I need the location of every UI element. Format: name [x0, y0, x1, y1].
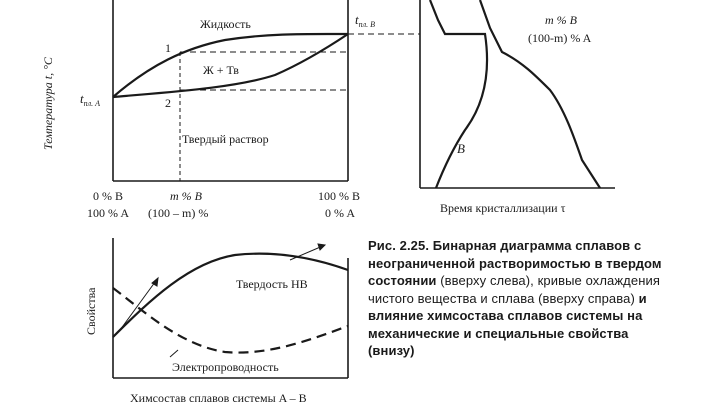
hardness-tangent-right-arrowhead [318, 244, 325, 250]
properties-x-axis-label: Химсостав сплавов системы A – B [130, 391, 307, 405]
tmelt-b-label [355, 12, 375, 29]
tick-mid-bottom: (100 – m) % [148, 206, 209, 220]
conductivity-label: Электропроводность [172, 360, 279, 374]
tick-right-top: 100 % B [318, 189, 360, 203]
tick-left-bottom: 100 % A [87, 206, 129, 220]
region-liquid-label: Жидкость [200, 17, 251, 31]
region-two-phase-label: Ж + Тв [203, 63, 239, 77]
tick-right-bottom: 0 % A [325, 206, 355, 220]
tmelt-b-symbol: t [355, 12, 359, 27]
cooling-curves-chart [420, 0, 615, 188]
properties-chart [113, 238, 348, 378]
cooling-legend-line2: (100-m) % A [528, 31, 592, 45]
tmelt-a-label [80, 91, 100, 108]
curve-b-label: B [457, 141, 465, 156]
figure-caption [368, 237, 668, 360]
tmelt-b-subscript: пл. B [358, 20, 375, 29]
conductivity-curve [113, 288, 348, 353]
cooling-legend-line1: m % B [545, 13, 577, 27]
tick-left-top: 0 % B [93, 189, 123, 203]
hardness-tangent-left [120, 278, 158, 330]
pure-metal-cooling-curve [430, 0, 487, 188]
tmelt-a-symbol: t [80, 91, 84, 106]
caption-bold-2: и влияние химсостава сплавов системы на механические и специальные свойства (внизу) [368, 290, 647, 358]
point-1-label: 1 [165, 41, 171, 55]
tmelt-a-subscript: пл. A [83, 99, 100, 108]
hardness-label: Твердость HB [236, 277, 308, 291]
caption-bold-1: Рис. 2.25. Бинарная диаграмма сплавов с неограниченной растворимостью в твердом состоянии [368, 238, 662, 288]
alloy-cooling-curve [480, 0, 600, 188]
phase-y-axis-label: Температура t, °C [41, 57, 55, 150]
point-2-label: 2 [165, 96, 171, 110]
caption-normal-1: (вверху слева), кривые охлаждения чистого вещества и сплава (вверху справа) [368, 273, 660, 306]
tick-mid-top: m % B [170, 189, 202, 203]
properties-y-axis-label: Свойства [84, 287, 98, 335]
conductivity-leader [170, 350, 178, 357]
region-solid-label: Твердый раствор [182, 132, 269, 146]
hardness-curve [113, 254, 348, 337]
cooling-x-axis-label: Время кристаллизации τ [440, 201, 566, 215]
